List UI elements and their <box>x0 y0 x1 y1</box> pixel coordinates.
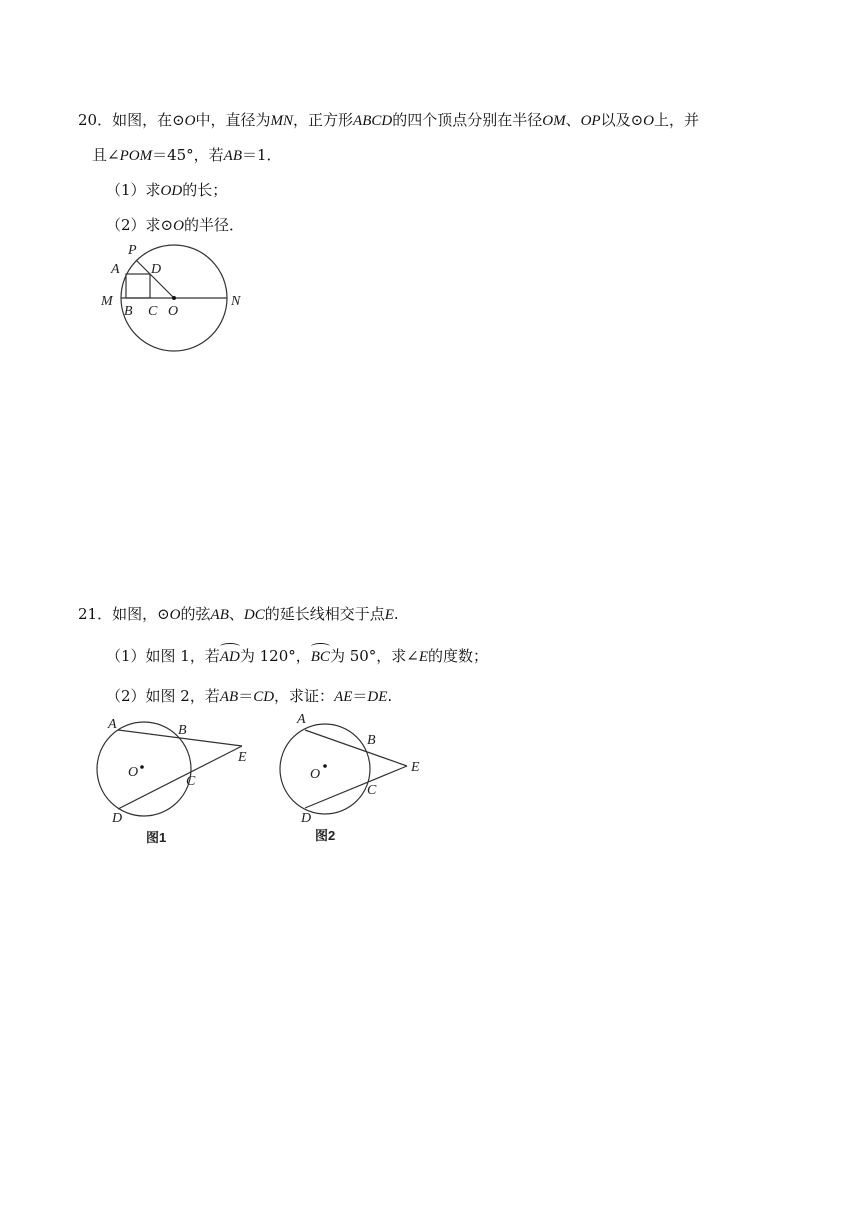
label-o: O <box>310 767 321 782</box>
secant-ae <box>305 730 407 766</box>
figure2-caption: 图2 <box>315 828 336 843</box>
label-a: A <box>297 712 306 727</box>
q21-number: 21． <box>78 605 113 623</box>
label-e: E <box>238 750 247 765</box>
center-o-dot <box>140 765 144 769</box>
label-d: D <box>112 811 123 826</box>
label-o: O <box>128 765 139 780</box>
q21-part1: （1）如图 1，若AD为 120°，BC为 50°，求∠E的度数； <box>106 647 489 665</box>
arc-bc: BC <box>310 649 330 665</box>
q21-figure1 <box>92 712 262 852</box>
label-c: C <box>367 783 377 798</box>
q20-figure <box>95 238 255 358</box>
q20-line1: 20．如图，在⊙O中，直径为MN，正方形ABCD的四个顶点分别在半径OM、OP以及⊙O上，并 <box>78 111 700 129</box>
circle-o <box>97 722 191 816</box>
q21-figure2 <box>275 710 435 850</box>
label-a: A <box>108 717 117 732</box>
label-b: B <box>367 733 376 748</box>
label-e: E <box>411 760 420 775</box>
q20-part1: （1）求OD的长； <box>106 181 228 199</box>
label-d: D <box>151 262 162 277</box>
label-m: M <box>101 294 113 309</box>
q21-line1: 21．如图，⊙O的弦AB、DC的延长线相交于点E. <box>78 605 399 623</box>
q21-part2: （2）如图 2，若AB＝CD，求证：AE＝DE. <box>106 687 393 705</box>
q20-number: 20． <box>78 111 113 129</box>
label-o: O <box>168 304 179 319</box>
label-c: C <box>148 304 158 319</box>
arc-ad: AD <box>219 649 240 665</box>
label-b: B <box>178 723 187 738</box>
center-o-dot <box>323 764 327 768</box>
q20-part2: （2）求⊙O的半径． <box>106 216 244 234</box>
label-d: D <box>301 811 312 826</box>
label-b: B <box>124 304 133 319</box>
label-n: N <box>231 294 241 309</box>
q20-line2: 且∠POM＝45°，若AB＝1． <box>92 146 282 164</box>
square-abcd <box>126 274 150 298</box>
label-a: A <box>111 262 120 277</box>
center-o-dot <box>172 296 176 300</box>
label-c: C <box>186 774 196 789</box>
figure1-caption: 图1 <box>146 830 167 845</box>
label-p: P <box>128 243 137 258</box>
